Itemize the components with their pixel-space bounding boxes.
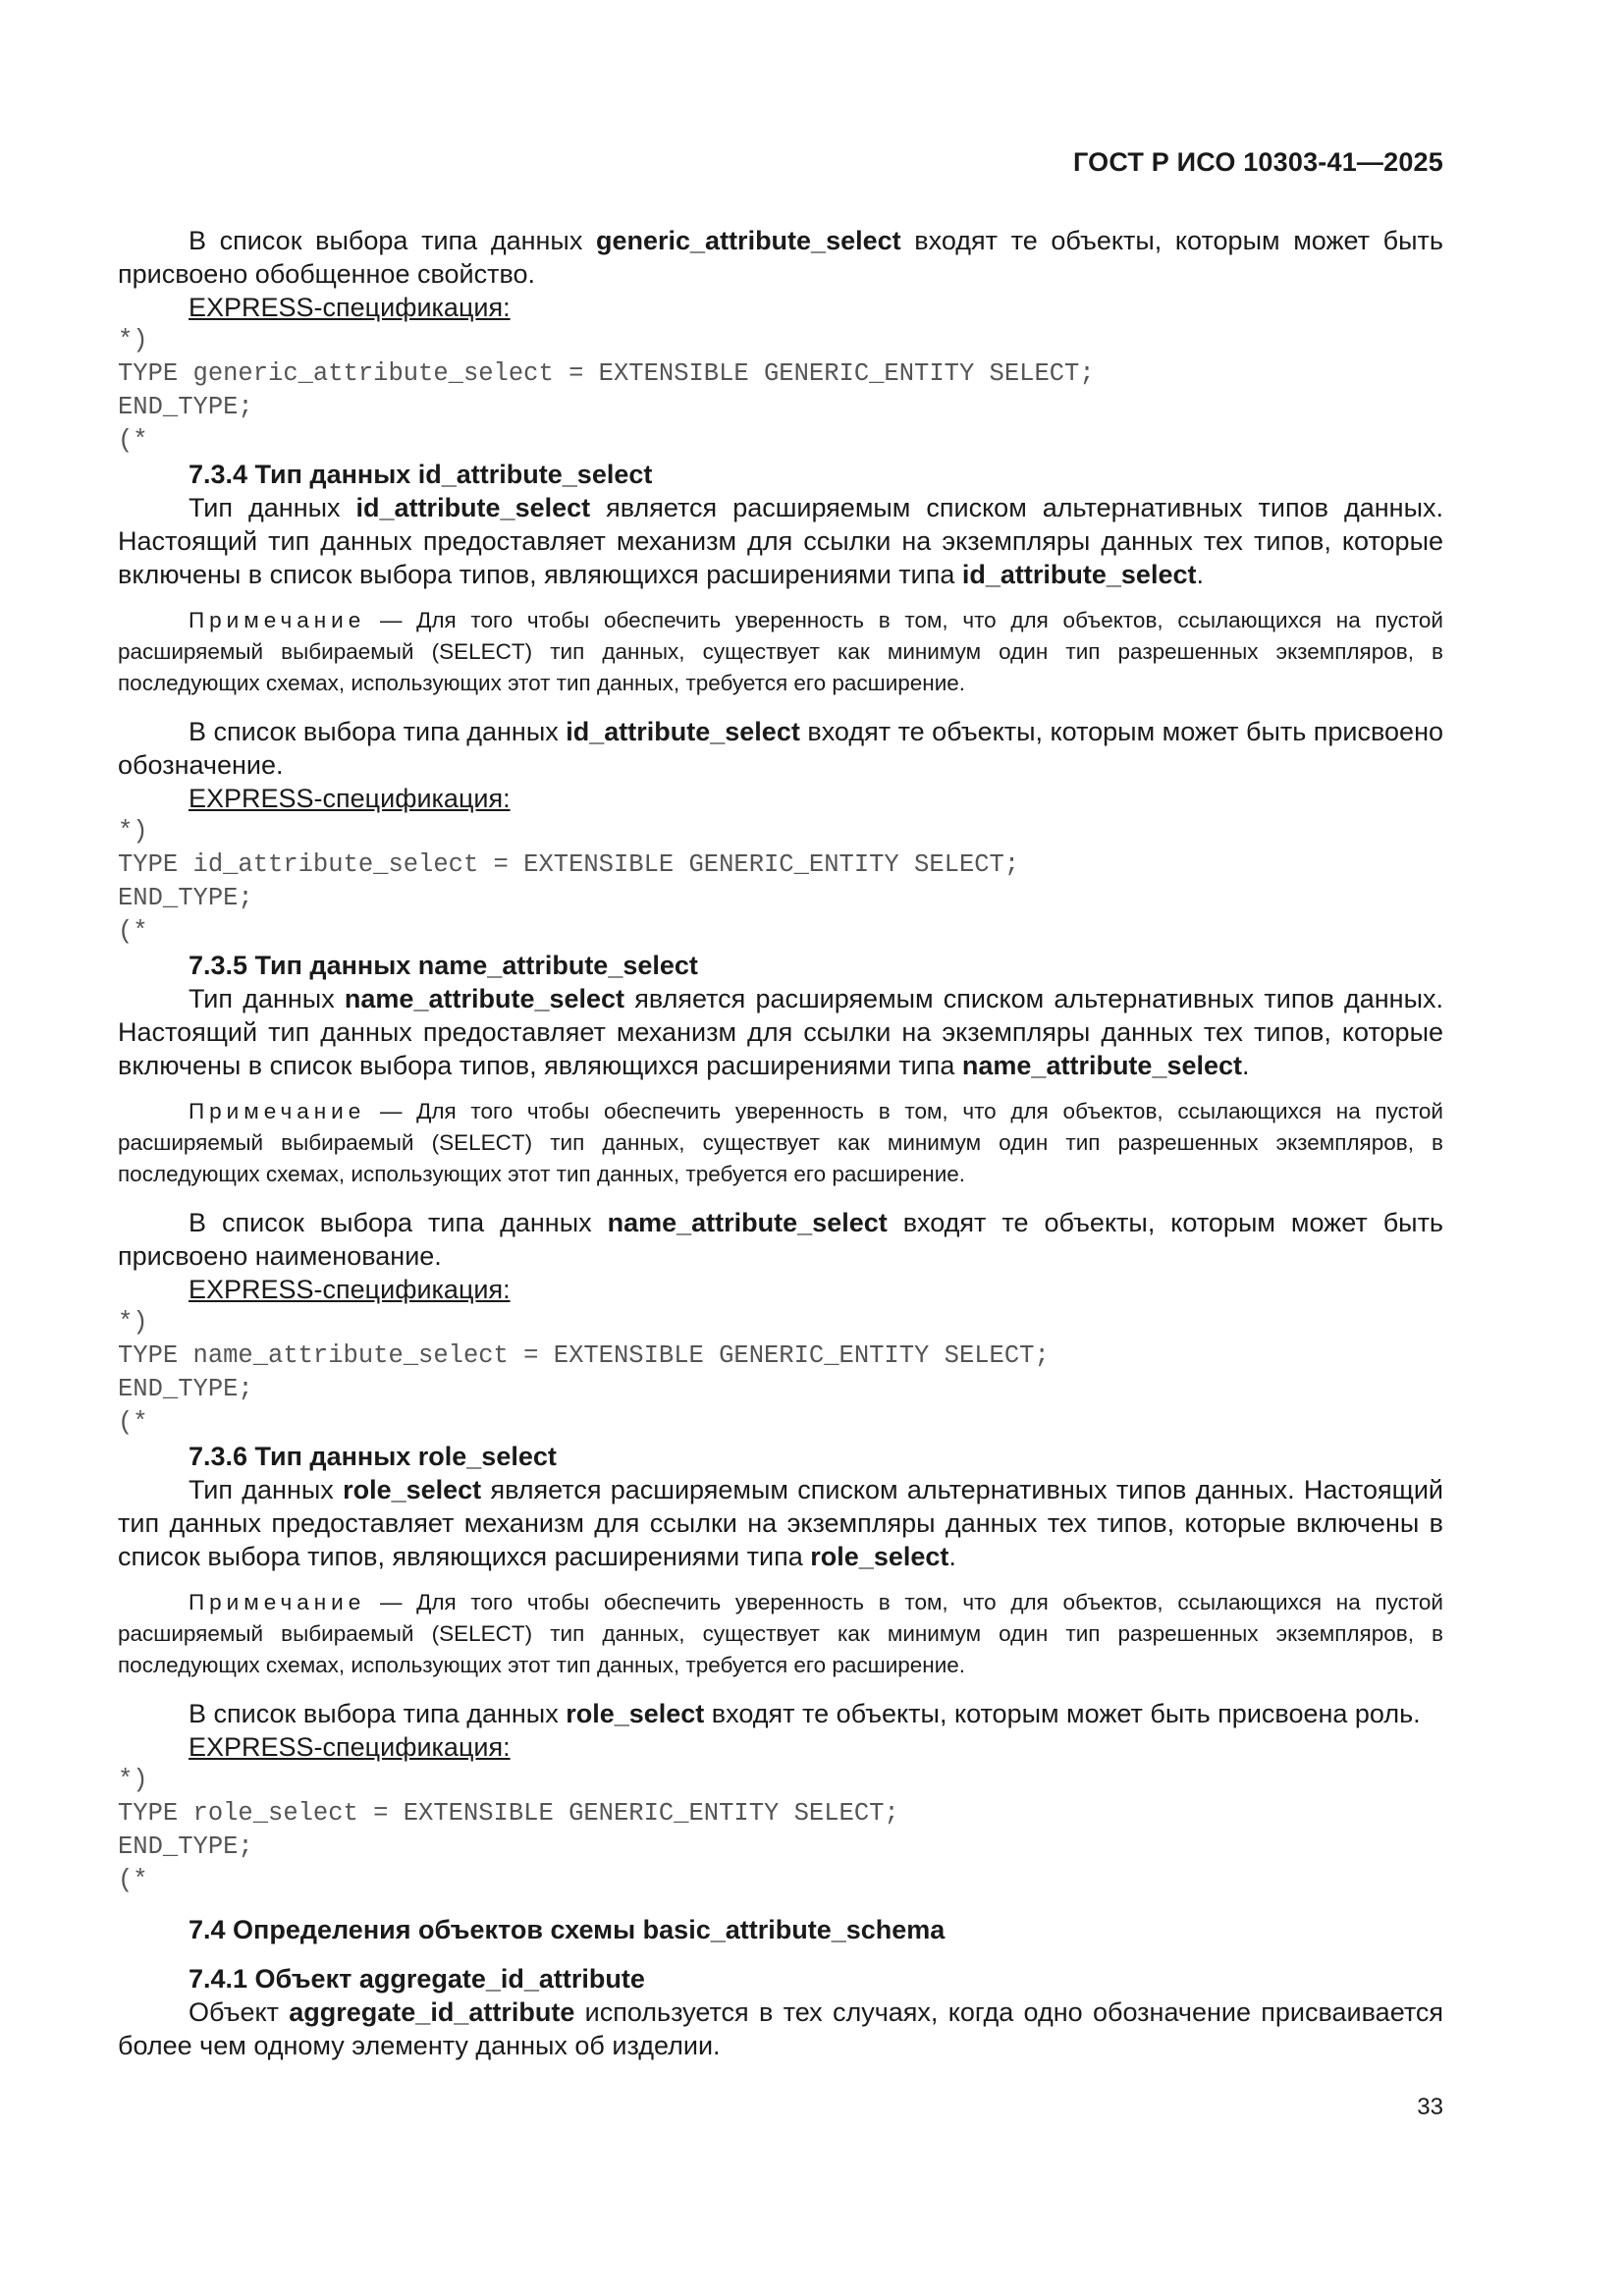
note-label: Примечание	[189, 1099, 366, 1123]
express-code-block	[118, 1764, 1443, 1897]
code-line: *)	[118, 326, 148, 355]
section-heading-7-3-6: 7.3.6 Тип данных role_select	[189, 1442, 557, 1471]
term: name_attribute_select	[607, 1208, 888, 1237]
document-header: ГОСТ Р ИСО 10303-41—2025	[1073, 147, 1443, 177]
note-label: Примечание	[189, 1590, 366, 1614]
section-heading-7-4: 7.4 Определения объектов схемы basic_attribute_schema	[189, 1915, 946, 1944]
text: В список выбора типа данных	[189, 226, 596, 255]
express-spec-label: EXPRESS-спецификация:	[189, 293, 511, 322]
text: является расширяемым списком альтернативных типов данных. Настоящий тип данных предоставляет механизм для ссылки на экземпляры данных тех типов, которые включены в список выбора типов, являющихся расширениями типа	[118, 984, 1443, 1080]
text: .	[948, 1542, 956, 1571]
term: id_attribute_select	[566, 717, 800, 746]
term: role_select	[566, 1699, 705, 1728]
code-line: (*	[118, 426, 148, 455]
code-line: (*	[118, 917, 148, 946]
paragraph-id-attribute-select	[118, 491, 1443, 591]
code-line: *)	[118, 1766, 148, 1794]
code-line: END_TYPE;	[118, 884, 253, 912]
text: является расширяемым списком альтернативных типов данных. Настоящий тип данных предоставляет механизм для ссылки на экземпляры данных тех типов, которые включены в список выбора типов, являющихся расширениями типа	[118, 493, 1444, 589]
code-line: TYPE generic_attribute_select = EXTENSIBLE GENERIC_ENTITY SELECT;	[118, 359, 1095, 388]
term: name_attribute_select	[961, 1051, 1243, 1080]
paragraph-generic-attribute-select	[118, 224, 1443, 291]
paragraph-aggregate-id-attribute	[118, 1995, 1443, 2062]
note-text: — Для того чтобы обеспечить уверенность в том, что для объектов, ссылающихся на пустой расширяемый выбираемый (SELECT) тип данных, существует как минимум один тип разрешенных экземпляров, в последующих схемах, использующих этот тип данных, требуется его расширение.	[118, 608, 1443, 695]
text: В список выбора типа данных	[189, 717, 567, 746]
paragraph-role-select-list	[118, 1697, 1443, 1730]
express-code-block	[118, 324, 1443, 458]
page-number: 33	[1417, 2094, 1443, 2120]
note-text: — Для того чтобы обеспечить уверенность в том, что для объектов, ссылающихся на пустой расширяемый выбираемый (SELECT) тип данных, существует как минимум один тип разрешенных экземпляров, в последующих схемах, использующих этот тип данных, требуется его расширение.	[118, 1099, 1443, 1186]
paragraph-name-attribute-select-list	[118, 1206, 1443, 1273]
text: является расширяемым списком альтернативных типов данных. Настоящий тип данных предоставляет механизм для ссылки на экземпляры данных тех типов, которые включены в список выбора типов, являющихся расширениями типа	[118, 1475, 1444, 1571]
note	[118, 605, 1443, 699]
code-line: TYPE role_select = EXTENSIBLE GENERIC_ENTITY SELECT;	[118, 1799, 899, 1828]
code-line: TYPE id_attribute_select = EXTENSIBLE GENERIC_ENTITY SELECT;	[118, 850, 1020, 879]
term: generic_attribute_select	[596, 226, 901, 255]
note-text: — Для того чтобы обеспечить уверенность в том, что для объектов, ссылающихся на пустой расширяемый выбираемый (SELECT) тип данных, существует как минимум один тип разрешенных экземпляров, в последующих схемах, использующих этот тип данных, требуется его расширение.	[118, 1590, 1443, 1677]
term: id_attribute_select	[355, 493, 591, 522]
express-spec-label: EXPRESS-спецификация:	[189, 784, 511, 813]
code-line: TYPE name_attribute_select = EXTENSIBLE GENERIC_ENTITY SELECT;	[118, 1341, 1050, 1370]
section-heading-7-4-1: 7.4.1 Объект aggregate_id_attribute	[189, 1964, 645, 1994]
text: Тип данных	[189, 493, 356, 522]
express-code-block	[118, 815, 1443, 949]
express-spec-label: EXPRESS-спецификация:	[189, 1732, 511, 1762]
text: .	[1196, 560, 1204, 589]
note	[118, 1587, 1443, 1681]
term: name_attribute_select	[344, 984, 625, 1013]
text: входят те объекты, которым может быть присвоено наименование.	[118, 1208, 1444, 1271]
section-heading-7-3-4: 7.3.4 Тип данных id_attribute_select	[189, 460, 653, 489]
text: .	[1242, 1051, 1250, 1080]
paragraph-role-select	[118, 1473, 1443, 1573]
term: id_attribute_select	[961, 560, 1197, 589]
text: Тип данных	[189, 1475, 344, 1504]
express-code-block	[118, 1306, 1443, 1440]
code-line: END_TYPE;	[118, 393, 253, 421]
paragraph-name-attribute-select	[118, 982, 1443, 1082]
code-line: END_TYPE;	[118, 1375, 253, 1403]
note	[118, 1096, 1443, 1190]
text: входят те объекты, которым может быть присвоено обобщенное свойство.	[118, 226, 1443, 289]
code-line: (*	[118, 1866, 148, 1894]
code-line: *)	[118, 817, 148, 846]
code-line: (*	[118, 1408, 148, 1437]
term: role_select	[810, 1542, 949, 1571]
text: используется в тех случаях, когда одно обозначение присваивается более чем одному элементу данных об изделии.	[118, 1997, 1443, 2060]
text: входят те объекты, которым может быть присвоена роль.	[704, 1699, 1421, 1728]
term: role_select	[343, 1475, 482, 1504]
page-content	[118, 224, 1443, 2062]
text: Объект	[189, 1997, 290, 2027]
text: В список выбора типа данных	[189, 1208, 608, 1237]
text: входят те объекты, которым может быть присвоено обозначение.	[118, 717, 1444, 780]
text: Тип данных	[189, 984, 345, 1013]
text: В список выбора типа данных	[189, 1699, 567, 1728]
code-line: END_TYPE;	[118, 1832, 253, 1861]
paragraph-id-attribute-select-list	[118, 715, 1443, 782]
note-label: Примечание	[189, 608, 366, 632]
express-spec-label: EXPRESS-спецификация:	[189, 1275, 511, 1304]
section-heading-7-3-5: 7.3.5 Тип данных name_attribute_select	[189, 951, 698, 980]
code-line: *)	[118, 1308, 148, 1337]
term: aggregate_id_attribute	[289, 1997, 575, 2027]
